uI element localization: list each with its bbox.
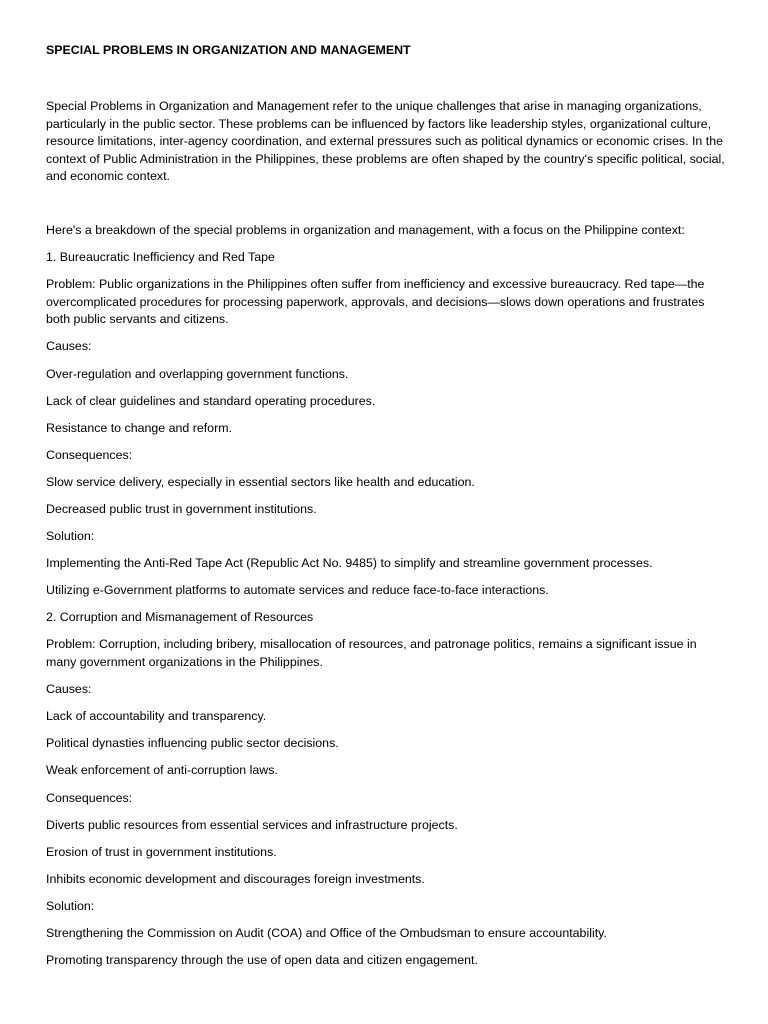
intro-paragraph: Special Problems in Organization and Management refer to the unique challenges that arise in managing organizations, particularly in the public sector. These problems can be influenced by factors like leadership styles, organizational culture, resource limitations, inter-agency coordination, and external pressures such as political dynamics or economic crises. In the context of Public Administration in the Philippines, these problems are often shaped by the country's specific political, social, and economic context. [46, 99, 725, 184]
consequence-item: Inhibits economic development and discourages foreign investments. [46, 871, 425, 886]
consequence-item: Slow service delivery, especially in essential sectors like health and education. [46, 474, 475, 489]
causes-label: Causes: [46, 682, 92, 697]
problem-paragraph: Problem: Public organizations in the Philippines often suffer from inefficiency and excessive bureaucracy. Red tape—the overcomplicated procedures for processing paperwork, approvals, and decisions—slows down operations and frustrates both public servants and citizens. [46, 277, 705, 327]
cause-item: Resistance to change and reform. [46, 420, 232, 435]
consequence-item: Diverts public resources from essential services and infrastructure projects. [46, 817, 458, 832]
consequences-label: Consequences: [46, 790, 133, 805]
document-page [46, 42, 726, 970]
solution-item: Strengthening the Commission on Audit (COA) and Office of the Ombudsman to ensure accountability. [46, 926, 607, 940]
cause-item: Political dynasties influencing public sector decisions. [46, 736, 339, 751]
solution-item: Promoting transparency through the use of open data and citizen engagement. [46, 953, 478, 968]
cause-item: Lack of clear guidelines and standard operating procedures. [46, 393, 376, 408]
consequences-label: Consequences: [46, 447, 133, 462]
problem-paragraph: Problem: Corruption, including bribery, misallocation of resources, and patronage politics, remains a significant issue in many government organizations in the Philippines. [46, 637, 697, 670]
solution-item: Utilizing e-Government platforms to automate services and reduce face-to-face interactions. [46, 583, 549, 598]
solution-label: Solution: [46, 898, 95, 913]
causes-label: Causes: [46, 339, 92, 354]
solution-item: Implementing the Anti-Red Tape Act (Republic Act No. 9485) to simplify and streamline government processes. [46, 556, 653, 571]
cause-item: Over-regulation and overlapping government functions. [46, 366, 349, 381]
cause-item: Weak enforcement of anti-corruption laws. [46, 763, 278, 778]
section-heading: 1. Bureaucratic Inefficiency and Red Tape [46, 250, 275, 265]
cause-item: Lack of accountability and transparency. [46, 709, 267, 724]
section-heading: 2. Corruption and Mismanagement of Resources [46, 610, 314, 625]
lead-paragraph: Here's a breakdown of the special problems in organization and management, with a focus on the Philippine context: [46, 222, 685, 237]
document-title: SPECIAL PROBLEMS IN ORGANIZATION AND MANAGEMENT [46, 43, 411, 57]
consequence-item: Decreased public trust in government institutions. [46, 502, 317, 516]
consequence-item: Erosion of trust in government institutions. [46, 844, 277, 859]
solution-label: Solution: [46, 529, 95, 544]
